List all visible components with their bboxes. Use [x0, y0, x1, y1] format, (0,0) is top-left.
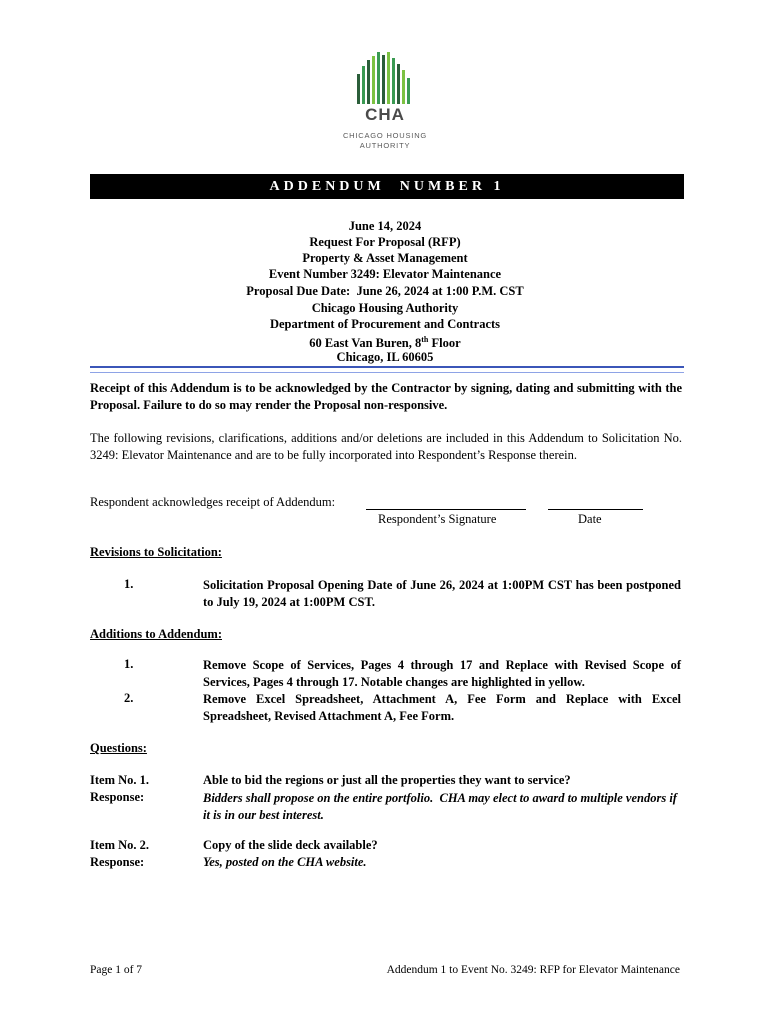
building-bars-icon	[355, 52, 415, 104]
logo-subtitle-2: AUTHORITY	[359, 141, 411, 150]
header-rule	[90, 366, 684, 373]
logo-subtitle-1: CHICAGO HOUSING	[342, 131, 428, 140]
addition-text-1: Remove Scope of Services, Pages 4 through 17 and Replace with Revised Scope of Services, Pages 4 through 17. Notable changes are highlighted in yellow.	[203, 658, 681, 689]
response-label-1: Response:	[90, 790, 145, 804]
revisions-heading: Revisions to Solicitation:	[90, 545, 222, 559]
question-text-1: Able to bid the regions or just all the properties they want to service?	[203, 773, 571, 787]
additions-heading: Additions to Addendum:	[90, 627, 222, 641]
revision-number: 1.	[124, 577, 134, 591]
receipt-notice: Receipt of this Addendum is to be acknowledged by the Contractor by signing, dating and submitting with the Proposal. Failure to do so may render the Proposal non-responsive.	[90, 381, 682, 412]
response-label-2: Response:	[90, 855, 145, 869]
logo-wordmark: CHA	[365, 105, 405, 124]
addition-number-2: 2.	[124, 691, 134, 705]
addendum-banner: ADDENDUM NUMBER 1	[90, 174, 684, 199]
question-text-2: Copy of the slide deck available?	[203, 838, 378, 852]
header-city: Chicago, IL 60605	[336, 350, 434, 364]
questions-heading: Questions:	[90, 741, 147, 755]
footer-page-number: Page 1 of 7	[90, 964, 143, 976]
question-item-label-1: Item No. 1.	[90, 773, 150, 787]
response-text-2: Yes, posted on the CHA website.	[203, 855, 367, 869]
header-event-number: Event Number 3249: Elevator Maintenance	[268, 267, 502, 281]
signature-line[interactable]	[366, 509, 526, 510]
header-procurement: Department of Procurement and Contracts	[269, 317, 501, 331]
header-due-date: Proposal Due Date: June 26, 2024 at 1:00 P.M. CST	[246, 284, 524, 298]
footer-title: Addendum 1 to Event No. 3249: RFP for Elevator Maintenance	[386, 964, 680, 976]
cha-logo	[355, 52, 415, 104]
header-date: June 14, 2024	[348, 219, 422, 233]
response-text-1: Bidders shall propose on the entire portfolio. CHA may elect to award to multiple vendors if it is in our best interest.	[203, 791, 681, 822]
acknowledge-label: Respondent acknowledges receipt of Addendum:	[90, 495, 336, 509]
date-line[interactable]	[548, 509, 643, 510]
addition-text-2: Remove Excel Spreadsheet, Attachment A, Fee Form and Replace with Excel Spreadsheet, Revised Attachment A, Fee Form.	[203, 692, 681, 723]
header-address: 60 East Van Buren, 8th Floor	[309, 335, 461, 351]
date-caption: Date	[578, 512, 602, 526]
header-department: Property & Asset Management	[302, 251, 468, 265]
addition-number-1: 1.	[124, 657, 134, 671]
question-item-label-2: Item No. 2.	[90, 838, 150, 852]
signature-caption: Respondent’s Signature	[378, 512, 497, 526]
header-rfp: Request For Proposal (RFP)	[309, 235, 461, 249]
intro-paragraph: The following revisions, clarifications, additions and/or deletions are included in this Addendum to Solicitation No. 3249: Elevator Maintenance and are to be fully incorporated into Respondent’s Response therein.	[90, 431, 682, 462]
header-agency: Chicago Housing Authority	[311, 301, 459, 315]
revision-text: Solicitation Proposal Opening Date of June 26, 2024 at 1:00PM CST has been postponed to July 19, 2024 at 1:00PM CST.	[203, 578, 681, 609]
